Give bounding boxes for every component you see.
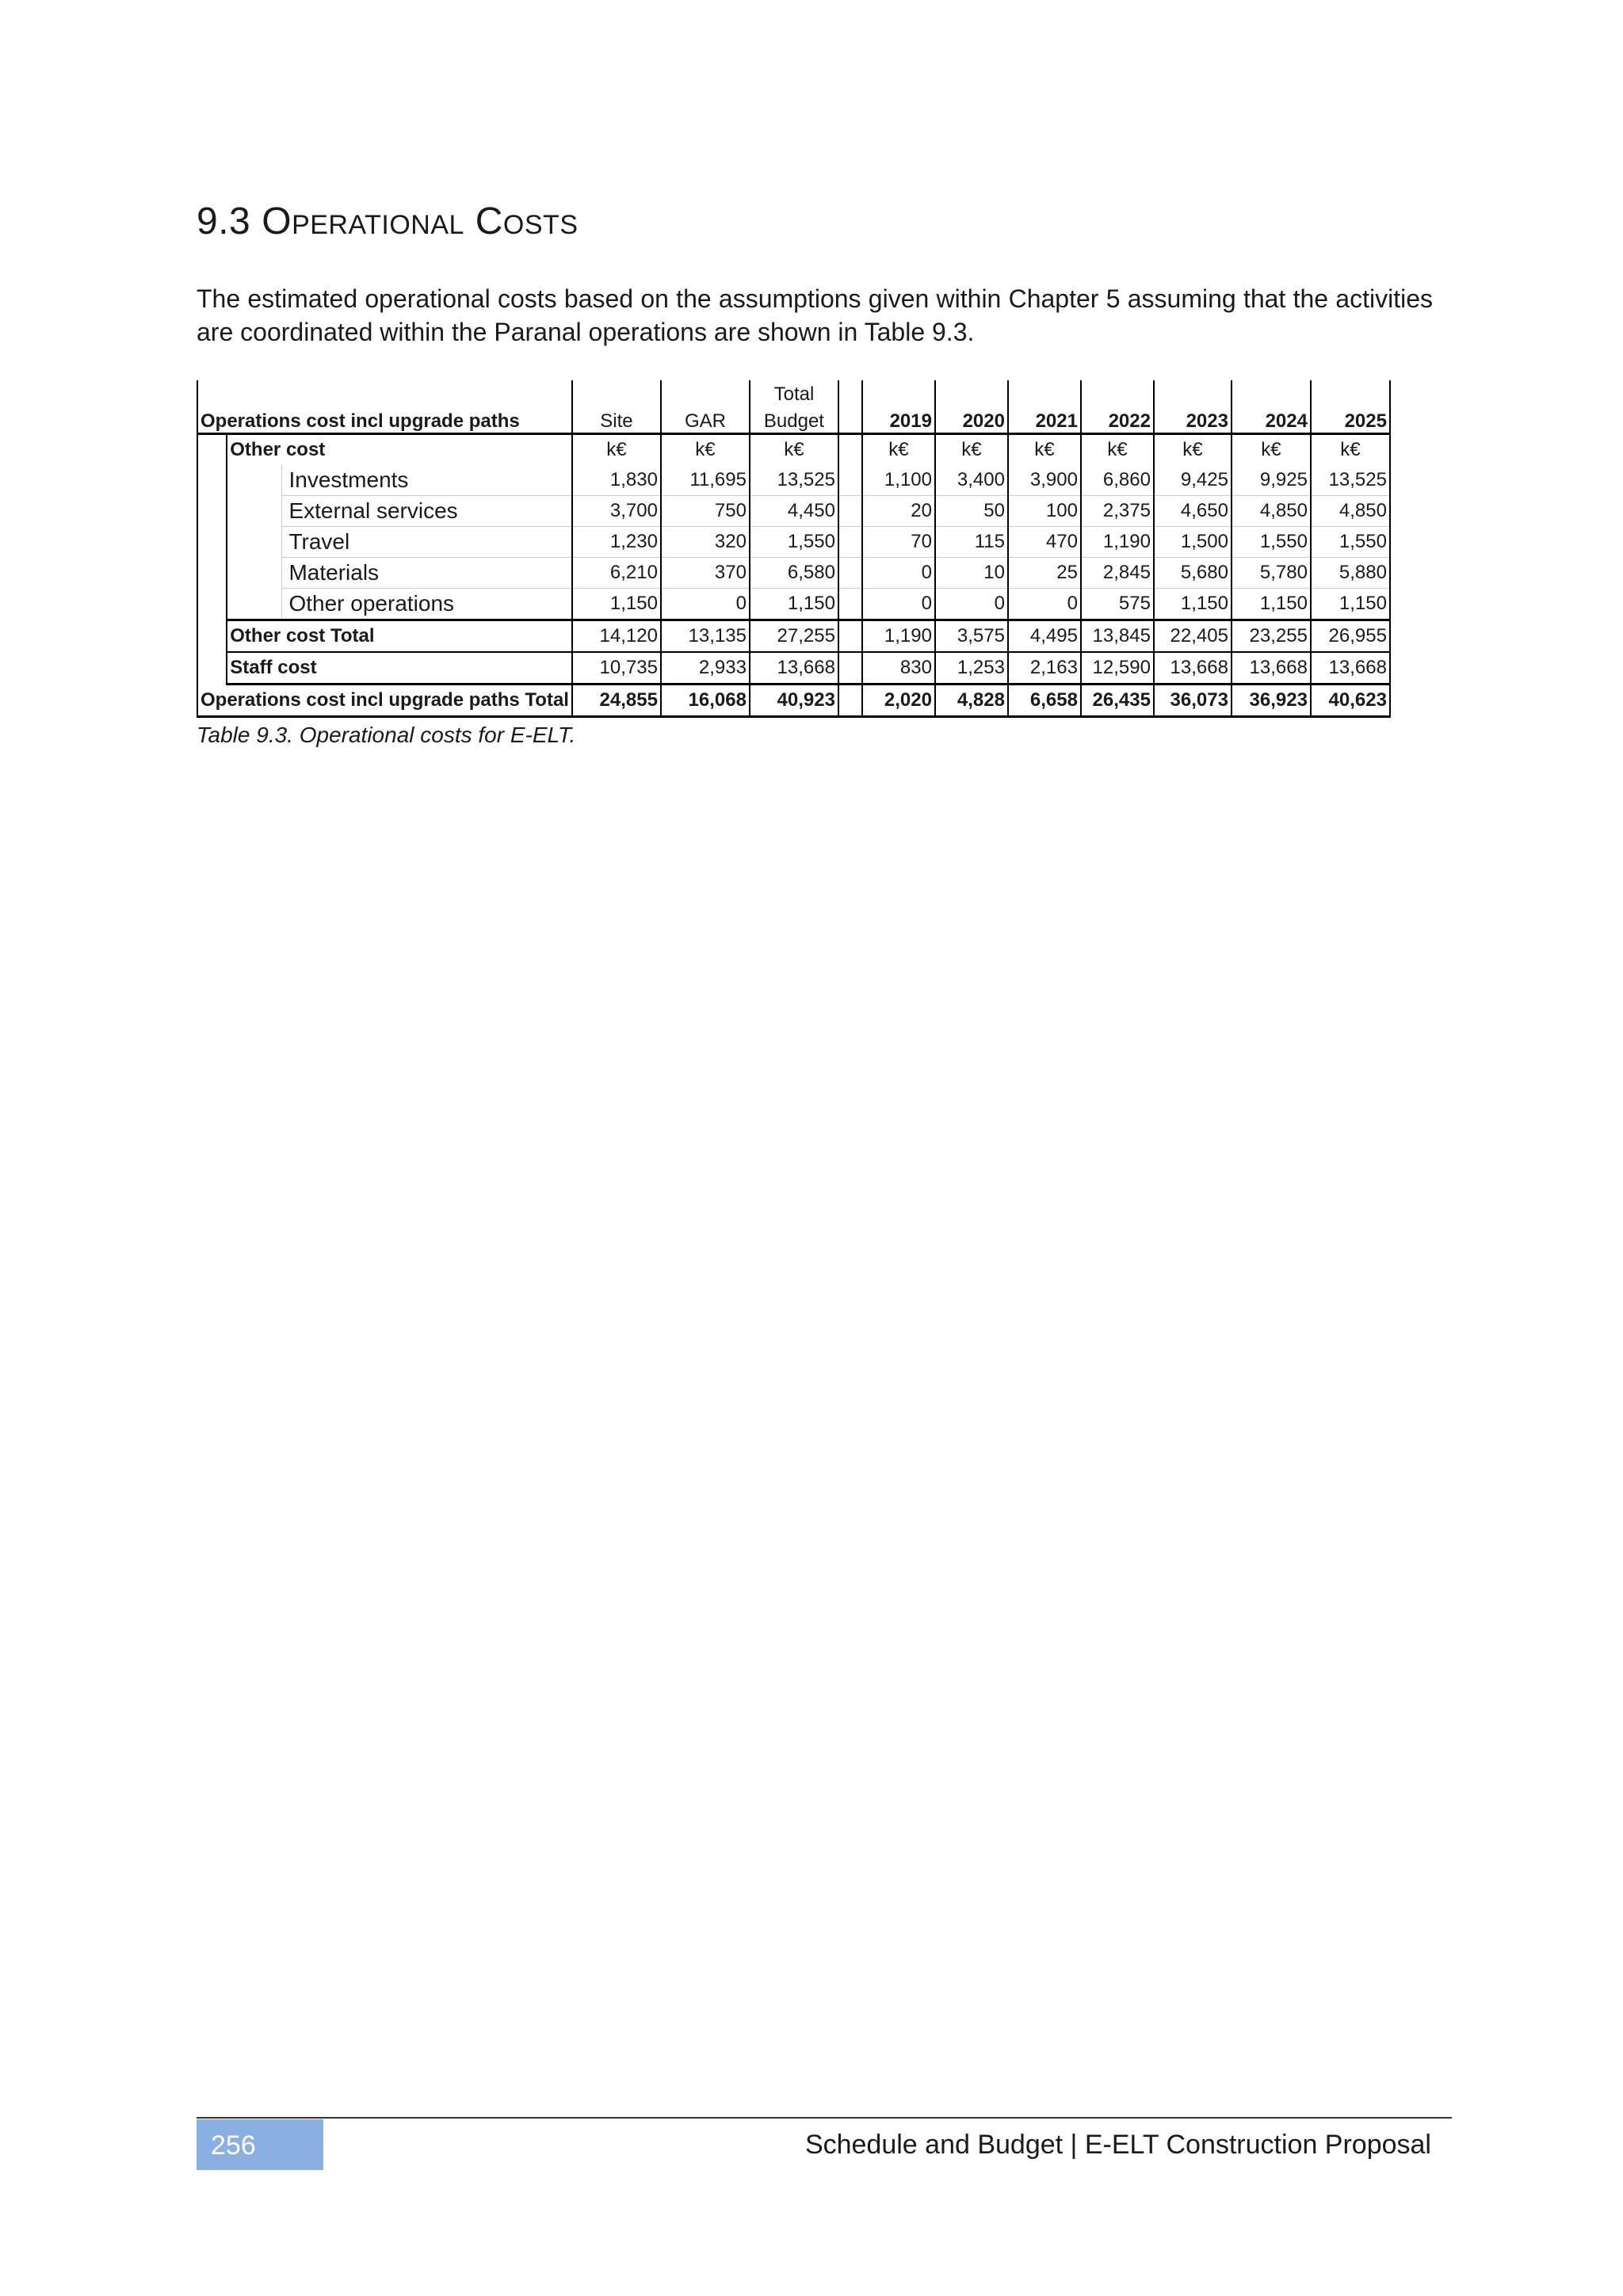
total-cell: 4,450: [750, 496, 838, 527]
year-header: 2025: [1311, 406, 1390, 434]
year-cell: 1,550: [1232, 527, 1311, 558]
unit-cell: k€: [1081, 434, 1154, 466]
table-row: [197, 527, 1390, 558]
site-cell: 1,230: [572, 527, 661, 558]
page-number: 256: [211, 2130, 256, 2161]
year-cell: 0: [862, 558, 935, 589]
grand-total-row: [197, 685, 1390, 717]
year-cell: 4,650: [1154, 496, 1232, 527]
gar-cell: 370: [661, 558, 750, 589]
year-header: 2024: [1232, 406, 1311, 434]
year-cell: 6,860: [1081, 465, 1154, 496]
total-cell: 1,150: [750, 589, 838, 620]
year-cell: 5,680: [1154, 558, 1232, 589]
year-cell: 115: [935, 527, 1008, 558]
year-cell: 1,500: [1154, 527, 1232, 558]
year-cell: 1,150: [1311, 589, 1390, 620]
site-cell: 3,700: [572, 496, 661, 527]
table-title: Operations cost incl upgrade paths: [197, 406, 572, 434]
total-cell: 6,580: [750, 558, 838, 589]
year-cell: 2,375: [1081, 496, 1154, 527]
staff-cost-row: [197, 652, 1390, 685]
gar-cell: 16,068: [661, 685, 750, 717]
year-cell: 1,190: [1081, 527, 1154, 558]
year-cell: 100: [1008, 496, 1081, 527]
row-label: Other cost Total: [227, 620, 572, 653]
unit-cell: k€: [862, 434, 935, 466]
unit-cell: k€: [1008, 434, 1081, 466]
year-cell: 5,880: [1311, 558, 1390, 589]
year-cell: 26,435: [1081, 685, 1154, 717]
total-header-line2: Budget: [750, 406, 838, 434]
footer-text: Schedule and Budget | E-ELT Construction Proposal: [804, 2130, 1431, 2160]
year-cell: 12,590: [1081, 652, 1154, 685]
site-header: Site: [572, 406, 661, 434]
year-cell: 40,623: [1311, 685, 1390, 717]
year-cell: 6,658: [1008, 685, 1081, 717]
row-label: Travel: [282, 527, 572, 558]
total-cell: 1,550: [750, 527, 838, 558]
gar-cell: 320: [661, 527, 750, 558]
year-cell: 3,575: [935, 620, 1008, 653]
year-cell: 3,900: [1008, 465, 1081, 496]
year-header: 2022: [1081, 406, 1154, 434]
year-header: 2023: [1154, 406, 1232, 434]
year-cell: 1,150: [1232, 589, 1311, 620]
year-cell: 36,073: [1154, 685, 1232, 717]
year-cell: 1,550: [1311, 527, 1390, 558]
site-cell: 1,150: [572, 589, 661, 620]
year-cell: 830: [862, 652, 935, 685]
gar-cell: 750: [661, 496, 750, 527]
row-label: Investments: [282, 465, 572, 496]
section-number: 9.3: [197, 200, 251, 242]
year-header: 2019: [862, 406, 935, 434]
gar-cell: 13,135: [661, 620, 750, 653]
table-row: [197, 496, 1390, 527]
gar-cell: 0: [661, 589, 750, 620]
site-cell: 6,210: [572, 558, 661, 589]
year-cell: 9,425: [1154, 465, 1232, 496]
year-cell: 36,923: [1232, 685, 1311, 717]
site-cell: 24,855: [572, 685, 661, 717]
total-cell: 27,255: [750, 620, 838, 653]
year-cell: 13,668: [1154, 652, 1232, 685]
year-cell: 13,668: [1311, 652, 1390, 685]
unit-cell: k€: [1232, 434, 1311, 466]
year-cell: 25: [1008, 558, 1081, 589]
operational-costs-table: [197, 380, 1391, 718]
year-cell: 2,020: [862, 685, 935, 717]
row-label: Staff cost: [227, 652, 572, 685]
other-cost-label: Other cost: [227, 434, 572, 466]
year-cell: 1,100: [862, 465, 935, 496]
year-cell: 4,828: [935, 685, 1008, 717]
row-label: Other operations: [282, 589, 572, 620]
header-row-top: [197, 380, 1390, 406]
year-cell: 5,780: [1232, 558, 1311, 589]
table-row: [197, 558, 1390, 589]
unit-row: [197, 434, 1390, 466]
site-cell: 14,120: [572, 620, 661, 653]
section-heading: [197, 200, 579, 243]
unit-cell: k€: [572, 434, 661, 466]
year-cell: 50: [935, 496, 1008, 527]
intro-paragraph: The estimated operational costs based on the assumptions given within Chapter 5 assuming that the activities are coordinated within the Paranal operations are shown in Table 9.3.: [197, 284, 1433, 346]
year-cell: 20: [862, 496, 935, 527]
year-cell: 13,845: [1081, 620, 1154, 653]
year-cell: 575: [1081, 589, 1154, 620]
year-header: 2020: [935, 406, 1008, 434]
year-cell: 4,850: [1311, 496, 1390, 527]
site-cell: 1,830: [572, 465, 661, 496]
section-title: Operational Costs: [262, 200, 579, 242]
year-cell: 1,150: [1154, 589, 1232, 620]
gar-cell: 11,695: [661, 465, 750, 496]
unit-cell: k€: [661, 434, 750, 466]
year-cell: 4,495: [1008, 620, 1081, 653]
total-header-line1: Total: [750, 380, 838, 406]
row-label: Materials: [282, 558, 572, 589]
row-label: External services: [282, 496, 572, 527]
table-row: [197, 465, 1390, 496]
year-cell: 9,925: [1232, 465, 1311, 496]
unit-cell: k€: [935, 434, 1008, 466]
year-cell: 1,190: [862, 620, 935, 653]
row-label: Operations cost incl upgrade paths Total: [197, 685, 572, 717]
year-cell: 470: [1008, 527, 1081, 558]
header-row: [197, 406, 1390, 434]
unit-cell: k€: [1311, 434, 1390, 466]
site-cell: 10,735: [572, 652, 661, 685]
year-header: 2021: [1008, 406, 1081, 434]
year-cell: 2,845: [1081, 558, 1154, 589]
year-cell: 23,255: [1232, 620, 1311, 653]
unit-cell: k€: [750, 434, 838, 466]
year-cell: 3,400: [935, 465, 1008, 496]
year-cell: 26,955: [1311, 620, 1390, 653]
page-number-box: [197, 2119, 323, 2170]
year-cell: 1,253: [935, 652, 1008, 685]
total-cell: 40,923: [750, 685, 838, 717]
gar-cell: 2,933: [661, 652, 750, 685]
year-cell: 2,163: [1008, 652, 1081, 685]
year-cell: 0: [1008, 589, 1081, 620]
gar-header: GAR: [661, 406, 750, 434]
year-cell: 13,525: [1311, 465, 1390, 496]
year-cell: 0: [935, 589, 1008, 620]
year-cell: 13,668: [1232, 652, 1311, 685]
table-caption: Table 9.3. Operational costs for E-ELT.: [197, 723, 576, 747]
year-cell: 4,850: [1232, 496, 1311, 527]
unit-cell: k€: [1154, 434, 1232, 466]
year-cell: 70: [862, 527, 935, 558]
total-cell: 13,668: [750, 652, 838, 685]
year-cell: 0: [862, 589, 935, 620]
other-cost-total-row: [197, 620, 1390, 653]
table-row: [197, 589, 1390, 620]
total-cell: 13,525: [750, 465, 838, 496]
footer-rule: [197, 2117, 1452, 2119]
year-cell: 10: [935, 558, 1008, 589]
year-cell: 22,405: [1154, 620, 1232, 653]
